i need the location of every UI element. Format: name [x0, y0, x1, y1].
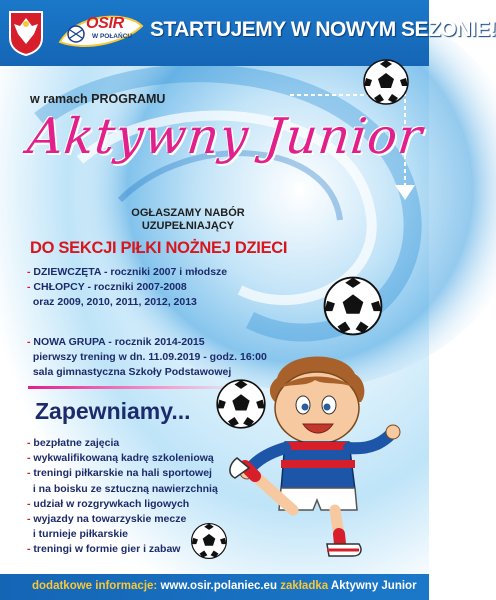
divider: [28, 386, 238, 389]
list-item: - treningi w formie gier i zabaw: [27, 543, 181, 556]
list-item: - udział w rozgrywkach ligowych: [27, 497, 190, 510]
section-title: DO SEKCJI PIŁKI NOŻNEJ DZIECI: [30, 239, 288, 257]
osir-logo-text: OSIR: [86, 15, 124, 32]
list-item: - wyjazdy na towarzyskie mecze: [27, 513, 187, 526]
list-item: sala gimnastyczna Szkoły Podstawowej: [32, 366, 232, 378]
coat-of-arms-icon: [8, 10, 44, 56]
program-intro: w ramach PROGRAMU: [30, 92, 166, 106]
footer-info: [32, 580, 417, 592]
page-title: STARTUJEMY W NOWYM SEZONIE!: [150, 18, 496, 41]
list-item: - bezpłatne zajęcia: [27, 437, 120, 449]
age-groups: [27, 265, 227, 310]
cartoon-boy-icon: [215, 350, 415, 560]
header-banner: [0, 0, 496, 66]
announcement: [118, 207, 258, 233]
osir-logo-subtext: W POŁAŃCU: [92, 33, 133, 40]
announcement-line-1: OGŁASZAMY NABÓR: [131, 207, 245, 219]
footer-tab-name: Aktywny Junior: [330, 580, 417, 592]
list-item: pierwszy trening w dn. 11.09.2019 - godz. 16:00: [32, 351, 267, 363]
list-item: - wykwalifikowaną kadrę szkoleniową: [27, 452, 214, 465]
list-item: oraz 2009, 2010, 2011, 2012, 2013: [32, 296, 197, 308]
list-item: i na boisku ze sztuczną nawierzchnią: [32, 482, 218, 495]
announcement-line-2: UZUPEŁNIAJĄCY: [141, 220, 235, 232]
footer-banner: [0, 574, 429, 600]
list-item: - CHŁOPCY - roczniki 2007-2008: [27, 281, 187, 293]
footer-url-link[interactable]: www.osir.polaniec.eu: [160, 580, 277, 592]
program-name: Aktywny Junior: [25, 108, 426, 165]
footer-tab-word: zakładka: [280, 580, 329, 592]
list-item: - DZIEWCZĘTA - roczniki 2007 i młodsze: [27, 266, 228, 278]
soccer-ball-icon: [322, 275, 384, 337]
soccer-ball-icon: [362, 58, 410, 106]
assure-title: Zapewniamy...: [35, 398, 191, 424]
list-item: - NOWA GRUPA - rocznik 2014-2015: [27, 336, 205, 348]
list-item: - treningi piłkarskie na hali sportowej: [27, 467, 212, 480]
footer-label: dodatkowe informacje:: [32, 580, 158, 592]
list-item: i turnieje piłkarskie: [32, 528, 128, 541]
